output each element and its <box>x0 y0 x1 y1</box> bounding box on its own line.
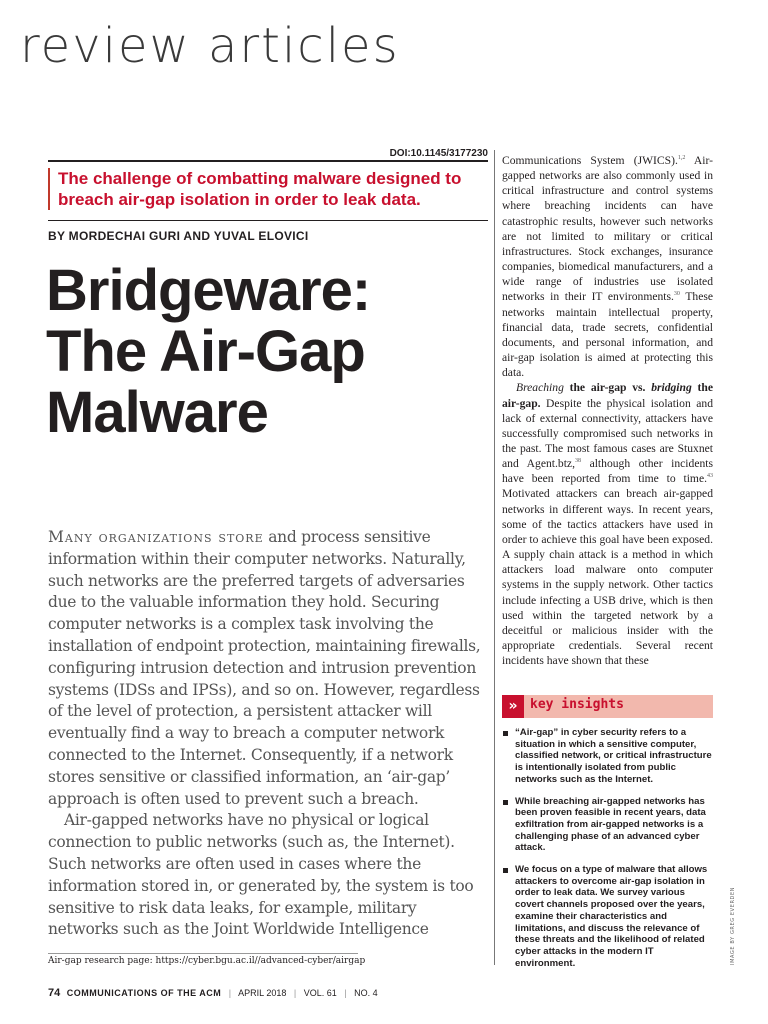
subhead-italic: bridging <box>651 381 692 395</box>
doi-label[interactable]: DOI:10.1145/3177230 <box>389 148 488 159</box>
image-credit: IMAGE BY GREG EVERDEN <box>730 886 736 965</box>
footer-separator: | <box>228 988 232 998</box>
lead-in: Many organizations store <box>48 528 264 546</box>
reference-marker: 38 <box>574 458 581 465</box>
footnote-rule <box>48 953 358 954</box>
subhead-bold: the air-gap vs. <box>563 381 652 395</box>
intro-body <box>48 527 488 941</box>
title-line-1: Bridgeware: <box>46 258 371 323</box>
page-footer <box>48 987 378 999</box>
text-run: Despite the physical isolation and lack of external connectivity, attackers have successfully compromised such networks in the past. The most famous cases are Stuxnet and Agent.btz, <box>502 396 713 471</box>
top-rule <box>48 160 488 162</box>
reference-marker: 43 <box>707 473 713 480</box>
key-insights-header <box>502 695 713 718</box>
reference-marker: 1,2 <box>677 155 686 162</box>
text-run: Motivated attackers can breach air-gapped networks in different ways. In recent years, some of the tactics attackers have used in order to achieve this goal have been exposed. A supply chain attack is a method in which attackers load malware onto computer systems in the supply network. Other tactics include infecting a USB drive, which is then used within the targeted network by a deceitful or malicious insider with the appropriate credentials. Several recent incidents have shown that these <box>502 487 713 668</box>
issue-number: NO. 4 <box>354 988 378 998</box>
byline: BY MORDECHAI GURI AND YUVAL ELOVICI <box>48 229 309 243</box>
right-paragraph-1 <box>502 153 713 380</box>
right-paragraph-2 <box>502 380 713 668</box>
double-chevron-icon: » <box>502 695 524 718</box>
reference-marker: 30 <box>673 291 680 298</box>
text-run: although other incidents have been reported from time to time. <box>502 457 713 486</box>
list-item: While breaching air-gapped networks has been proven feasible in recent years, data exfiltration from air-gapped networks is a challenging phase of an advanced cyber attack. <box>502 796 713 855</box>
magazine-name: COMMUNICATIONS OF THE ACM <box>66 988 222 998</box>
footer-separator: | <box>344 988 347 998</box>
title-line-2: The Air-Gap <box>46 319 365 384</box>
issue-date: APRIL 2018 <box>238 988 287 998</box>
article-deck: The challenge of combatting malware designed to breach air-gap isolation in order to leak data. <box>48 168 486 210</box>
intro-paragraph-2: Air-gapped networks have no physical or logical connection to public networks (such as, the Internet). Such networks are often used in cases where the information stored in, or generated by, the system is too sensitive to risk data leaks, for example, military networks such as the Joint Worldwide Intelligence <box>48 811 474 939</box>
page-number: 74 <box>48 987 61 999</box>
key-insights-list <box>502 727 713 979</box>
section-heading: review articles <box>20 18 400 74</box>
text-run: These networks maintain intellectual property, financial data, trade secrets, confidential documents, and personal information, and air-gap isolation is aimed at protecting this data. <box>502 290 713 380</box>
footer-separator: | <box>293 988 297 998</box>
subhead-italic: Breaching <box>516 381 564 395</box>
deck-rule <box>48 220 488 221</box>
footnote[interactable]: Air-gap research page: https://cyber.bgu.ac.il//advanced-cyber/airgap <box>48 956 366 966</box>
intro-paragraph-1-text: and process sensitive information within their computer networks. Naturally, such networks are the preferred targets of adversaries due to the valuable information they hold. Securing computer networks is a complex task involving the installation of endpoint protection, maintaining firewalls, configuring intrusion detection and intrusion prevention systems (IDSs and IPSs), and so on. However, regardless of the level of protection, a persistent attacker will eventually find a way to breach a computer network connected to the Internet. Consequently, if a network stores sensitive or classified information, an ‘air-gap’ approach is often used to prevent such a breach. <box>48 528 481 808</box>
list-item: “Air-gap” in cyber security refers to a situation in which a sensitive computer, classified network, or critical infrastructure is intentionally isolated from public networks such as the Internet. <box>502 727 713 786</box>
article-title <box>46 260 486 443</box>
key-insights-label: key insights <box>530 697 624 712</box>
right-column-body <box>502 153 713 668</box>
issue-volume: VOL. 61 <box>303 988 337 998</box>
text-run: Air-gapped networks are also commonly used in critical infrastructure and control systems where breaching incidents can have catastrophic results, however such networks are not limited to military or critical infrastructures. Stock exchanges, insurance companies, biomedical manufacturers, and a wide range of industries use isolated networks in their IT environments. <box>502 154 713 304</box>
title-line-3: Malware <box>46 380 268 445</box>
text-run: Communications System (JWICS). <box>502 154 678 167</box>
column-divider <box>494 150 495 965</box>
intro-paragraph-1 <box>48 527 488 810</box>
subhead-bold: the air-gap. <box>502 381 713 410</box>
list-item: We focus on a type of malware that allows attackers to overcome air-gap isolation in order to leak data. We survey various covert channels proposed over the years, examine their characteristics and limitations, and discuss the relevance of these threats and the likelihood of related cyber attacks in the modern IT environment. <box>502 864 713 969</box>
